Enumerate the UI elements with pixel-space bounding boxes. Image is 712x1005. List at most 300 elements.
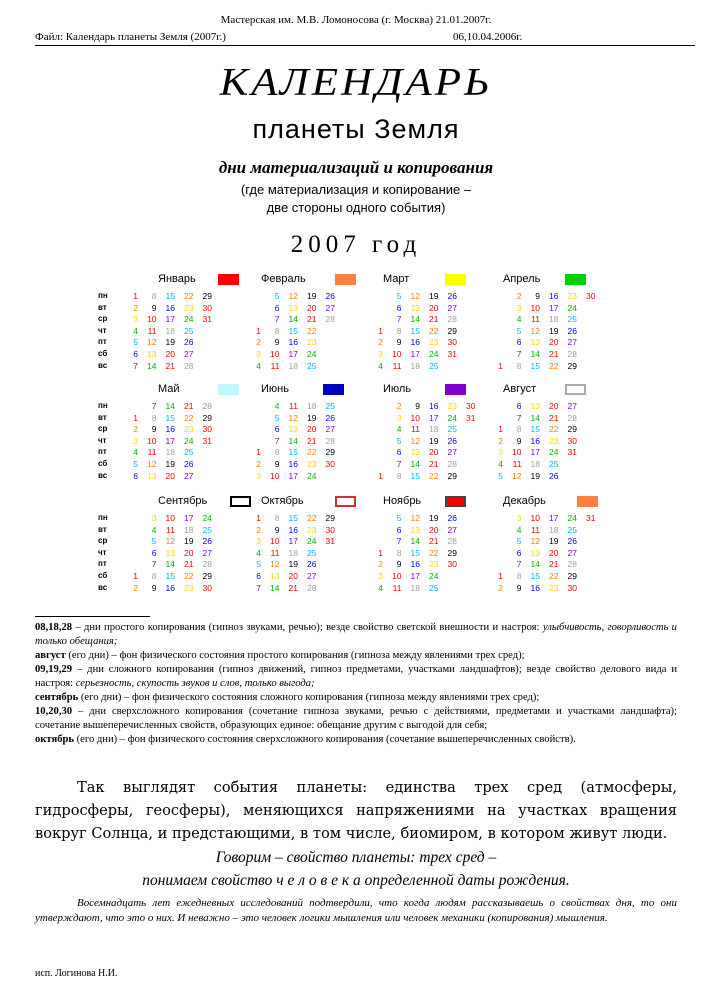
day-cell: 20 bbox=[307, 424, 317, 435]
day-name: вс bbox=[98, 470, 108, 480]
day-name: ср bbox=[98, 536, 108, 546]
day-cell: 23 bbox=[184, 582, 194, 593]
day-cell: 15 bbox=[165, 412, 175, 423]
day-cell: 22 bbox=[549, 424, 559, 435]
day-cell: 18 bbox=[288, 360, 298, 371]
day-cell: 30 bbox=[202, 424, 212, 435]
day-cell: 25 bbox=[325, 401, 335, 411]
day-cell: 15 bbox=[410, 470, 420, 481]
day-cell: 17 bbox=[410, 571, 420, 581]
day-cell: 25 bbox=[447, 424, 457, 435]
day-cell: 18 bbox=[410, 360, 420, 371]
day-cell: 19 bbox=[288, 559, 298, 570]
day-cell: 8 bbox=[151, 291, 157, 301]
day-cell: 24 bbox=[429, 349, 439, 359]
day-name: пн bbox=[98, 401, 108, 410]
day-cell: 9 bbox=[151, 424, 157, 435]
day-cell: 12 bbox=[147, 459, 157, 469]
day-cell: 13 bbox=[288, 302, 298, 313]
day-cell: 14 bbox=[288, 435, 298, 446]
day-cell: 2 bbox=[133, 582, 138, 593]
day-cell: 24 bbox=[567, 513, 577, 523]
day-cell: 1 bbox=[378, 470, 383, 481]
day-cell: 12 bbox=[410, 291, 420, 301]
legend-key: 08,18,28 bbox=[35, 622, 73, 633]
day-cell: 27 bbox=[307, 571, 317, 581]
day-cell: 28 bbox=[202, 401, 212, 411]
day-cell: 25 bbox=[184, 325, 194, 336]
day-cell: 17 bbox=[288, 349, 298, 359]
day-cell: 1 bbox=[498, 571, 503, 581]
day-cell: 20 bbox=[165, 470, 175, 481]
day-cell: 11 bbox=[411, 424, 420, 435]
day-cell: 15 bbox=[165, 291, 175, 301]
day-cell: 8 bbox=[151, 571, 157, 581]
day-name: сб bbox=[98, 349, 108, 358]
day-cell: 21 bbox=[429, 314, 439, 325]
day-cell: 7 bbox=[151, 401, 157, 411]
day-cell: 3 bbox=[378, 571, 383, 581]
day-cell: 11 bbox=[531, 314, 540, 325]
month-name: Апрель bbox=[503, 273, 541, 285]
day-name: вт bbox=[98, 524, 107, 534]
day-cell: 23 bbox=[567, 291, 577, 301]
month-swatch bbox=[445, 274, 466, 285]
final-paragraph: Восемнадцать лет ежедневных исследований подтвердили, что когда людям рассказываешь о свойствах дня, то они утверждают, что это о них. И неважно – это человек логики мышления или человек механики (копирования) мышления. bbox=[35, 897, 677, 924]
day-cell: 2 bbox=[133, 424, 138, 435]
day-cell: 10 bbox=[147, 435, 157, 446]
day-cell: 29 bbox=[447, 470, 457, 481]
header-line: Мастерская им. М.В. Ломоносова (г. Москва) 21.01.2007г. bbox=[220, 14, 492, 26]
month-swatch bbox=[335, 496, 356, 507]
day-cell: 24 bbox=[549, 447, 559, 458]
day-cell: 18 bbox=[429, 424, 439, 435]
day-cell: 26 bbox=[567, 325, 577, 336]
day-cell: 19 bbox=[530, 470, 540, 481]
italic-line-2: понимаем свойство ч е л о в е к а определенной даты рождения. bbox=[142, 872, 570, 889]
day-cell: 21 bbox=[184, 559, 194, 570]
day-cell: 1 bbox=[133, 571, 138, 581]
month-swatch bbox=[218, 274, 239, 285]
legend-text: (его дни) – фон физического состояния сверхсложного копирования (сочетание вышеперечисленных свойств). bbox=[74, 734, 576, 745]
legend-item bbox=[35, 733, 677, 747]
day-cell: 16 bbox=[410, 559, 420, 570]
day-cell: 2 bbox=[378, 559, 383, 570]
day-cell: 14 bbox=[165, 401, 175, 411]
day-cell: 31 bbox=[586, 513, 596, 523]
day-name: вс bbox=[98, 582, 108, 592]
day-cell: 20 bbox=[429, 302, 439, 313]
day-cell: 4 bbox=[274, 401, 280, 411]
day-cell: 24 bbox=[202, 513, 212, 523]
day-cell: 11 bbox=[392, 360, 402, 371]
day-cell: 11 bbox=[270, 547, 280, 558]
day-cell: 30 bbox=[325, 459, 335, 469]
day-cell: 26 bbox=[447, 513, 457, 523]
day-cell: 11 bbox=[147, 325, 157, 336]
day-cell: 3 bbox=[256, 470, 261, 481]
day-cell: 7 bbox=[516, 349, 522, 359]
day-cell: 7 bbox=[256, 582, 261, 593]
file-name: Файл: Календарь планеты Земля (2007г.) bbox=[35, 31, 226, 43]
day-cell: 22 bbox=[429, 547, 439, 558]
day-cell: 10 bbox=[392, 571, 402, 581]
day-cell: 17 bbox=[288, 536, 298, 547]
day-cell: 19 bbox=[549, 536, 559, 547]
day-name: чт bbox=[98, 547, 107, 557]
day-cell: 7 bbox=[151, 559, 157, 570]
day-cell: 9 bbox=[516, 435, 522, 446]
day-cell: 29 bbox=[447, 547, 457, 558]
day-cell: 16 bbox=[530, 582, 540, 593]
day-cell: 1 bbox=[256, 325, 261, 336]
day-cell: 19 bbox=[165, 337, 175, 348]
day-cell: 25 bbox=[549, 459, 559, 469]
day-cell: 12 bbox=[270, 559, 280, 570]
day-cell: 14 bbox=[410, 314, 420, 325]
day-cell: 26 bbox=[184, 459, 194, 469]
day-cell: 29 bbox=[202, 291, 212, 301]
day-cell: 3 bbox=[378, 349, 383, 359]
day-cell: 29 bbox=[567, 424, 577, 435]
day-cell: 21 bbox=[549, 349, 559, 359]
day-cell: 16 bbox=[549, 291, 559, 301]
day-cell: 13 bbox=[530, 337, 540, 348]
day-cell: 4 bbox=[133, 325, 138, 336]
day-name: вт bbox=[98, 412, 107, 422]
day-name: пн bbox=[98, 291, 108, 300]
subtitle-bold: дни материализаций и копирования bbox=[218, 158, 494, 177]
day-cell: 12 bbox=[288, 291, 298, 301]
day-cell: 10 bbox=[165, 513, 175, 523]
day-cell: 6 bbox=[396, 524, 402, 535]
day-cell: 21 bbox=[429, 536, 439, 547]
day-cell: 27 bbox=[567, 401, 577, 411]
day-cell: 4 bbox=[378, 582, 383, 593]
day-cell: 14 bbox=[270, 582, 280, 593]
month-name: Январь bbox=[158, 273, 196, 285]
day-name: чт bbox=[98, 435, 107, 445]
day-cell: 21 bbox=[549, 412, 559, 423]
day-cell: 6 bbox=[151, 547, 157, 558]
legend-text: (его дни) – фон физического состояния сложного копирования (гипноза между явлениями трех сред); bbox=[78, 692, 540, 703]
day-name: пт bbox=[98, 447, 107, 457]
day-cell: 25 bbox=[567, 314, 577, 325]
legend-item bbox=[35, 663, 677, 691]
day-cell: 8 bbox=[516, 360, 522, 371]
day-cell: 10 bbox=[530, 513, 540, 523]
day-cell: 25 bbox=[307, 547, 317, 558]
subtitle-note-1: (где материализация и копирование – bbox=[240, 182, 472, 197]
day-cell: 30 bbox=[447, 337, 457, 348]
day-cell: 9 bbox=[535, 291, 540, 301]
day-cell: 16 bbox=[530, 435, 540, 446]
day-cell: 27 bbox=[184, 470, 194, 481]
day-cell: 1 bbox=[378, 325, 383, 336]
year-heading: 2007 год bbox=[290, 231, 422, 258]
day-cell: 12 bbox=[147, 337, 157, 348]
day-cell: 23 bbox=[429, 559, 439, 570]
day-cell: 5 bbox=[396, 435, 402, 446]
day-cell: 3 bbox=[151, 513, 157, 523]
day-cell: 10 bbox=[512, 447, 522, 458]
day-cell: 14 bbox=[410, 536, 420, 547]
day-cell: 2 bbox=[516, 291, 522, 301]
day-cell: 18 bbox=[549, 524, 559, 535]
day-cell: 27 bbox=[184, 349, 194, 359]
day-cell: 18 bbox=[184, 524, 194, 535]
day-cell: 20 bbox=[549, 547, 559, 558]
day-cell: 19 bbox=[307, 291, 317, 301]
month-name: Март bbox=[383, 273, 410, 285]
day-cell: 1 bbox=[133, 412, 138, 423]
day-cell: 24 bbox=[447, 412, 457, 423]
day-cell: 22 bbox=[307, 325, 317, 336]
day-cell: 6 bbox=[516, 337, 522, 348]
day-cell: 20 bbox=[165, 349, 175, 359]
legend-italic: серьезность, скупость звуков и слов, только выгода; bbox=[75, 678, 315, 689]
day-cell: 22 bbox=[307, 447, 317, 458]
day-cell: 8 bbox=[396, 325, 402, 336]
day-cell: 19 bbox=[429, 435, 439, 446]
day-cell: 19 bbox=[307, 412, 317, 423]
day-name: вт bbox=[98, 302, 107, 312]
day-cell: 23 bbox=[549, 582, 559, 593]
day-cell: 14 bbox=[410, 459, 420, 469]
day-cell: 27 bbox=[447, 447, 457, 458]
file-date: 06,10.04.2006г. bbox=[453, 31, 523, 43]
day-cell: 20 bbox=[429, 524, 439, 535]
day-cell: 3 bbox=[133, 314, 138, 325]
day-cell: 23 bbox=[307, 337, 317, 348]
day-cell: 5 bbox=[133, 459, 138, 469]
day-cell: 7 bbox=[274, 435, 280, 446]
day-cell: 27 bbox=[202, 547, 212, 558]
day-cell: 9 bbox=[274, 524, 280, 535]
day-cell: 16 bbox=[165, 424, 175, 435]
day-cell: 21 bbox=[165, 360, 175, 371]
day-cell: 13 bbox=[288, 424, 298, 435]
legend-key: 10,20,30 bbox=[35, 706, 73, 717]
day-cell: 22 bbox=[307, 513, 317, 523]
day-cell: 30 bbox=[447, 559, 457, 570]
day-cell: 12 bbox=[165, 536, 175, 547]
footnote-rule bbox=[35, 616, 150, 617]
month-name: Июнь bbox=[261, 383, 289, 395]
day-cell: 1 bbox=[498, 424, 503, 435]
day-cell: 14 bbox=[165, 559, 175, 570]
italic-line-1: Говорим – свойство планеты: трех сред – bbox=[215, 849, 497, 866]
day-cell: 27 bbox=[447, 302, 457, 313]
day-cell: 3 bbox=[396, 412, 402, 423]
day-cell: 26 bbox=[447, 435, 457, 446]
day-cell: 29 bbox=[325, 447, 335, 458]
day-cell: 29 bbox=[325, 513, 335, 523]
day-cell: 13 bbox=[530, 401, 540, 411]
day-cell: 25 bbox=[307, 360, 317, 371]
day-cell: 18 bbox=[288, 547, 298, 558]
day-cell: 8 bbox=[274, 325, 280, 336]
day-cell: 27 bbox=[325, 302, 335, 313]
day-cell: 25 bbox=[429, 360, 439, 371]
day-cell: 23 bbox=[549, 435, 559, 446]
day-cell: 17 bbox=[549, 302, 559, 313]
day-cell: 18 bbox=[530, 459, 540, 469]
day-cell: 15 bbox=[288, 447, 298, 458]
day-cell: 4 bbox=[133, 447, 138, 458]
day-cell: 2 bbox=[256, 459, 261, 469]
day-cell: 11 bbox=[392, 582, 402, 593]
day-cell: 9 bbox=[516, 582, 522, 593]
day-cell: 9 bbox=[151, 582, 157, 593]
day-cell: 2 bbox=[396, 401, 402, 411]
day-cell: 26 bbox=[202, 536, 212, 547]
day-cell: 19 bbox=[165, 459, 175, 469]
day-cell: 3 bbox=[498, 447, 503, 458]
month-name: Сентябрь bbox=[158, 495, 208, 507]
day-cell: 4 bbox=[396, 424, 402, 435]
day-name: вс bbox=[98, 360, 108, 370]
day-cell: 4 bbox=[498, 459, 503, 469]
day-cell: 6 bbox=[516, 547, 522, 558]
day-cell: 13 bbox=[410, 302, 420, 313]
legend-text: – дни сложного копирования (гипноз движений, гипноз предметами, участками ландшафтов); везде свойство делового вида и настроя: bbox=[35, 664, 677, 689]
day-cell: 11 bbox=[512, 459, 522, 469]
day-cell: 2 bbox=[498, 582, 503, 593]
day-cell: 15 bbox=[165, 571, 175, 581]
day-cell: 23 bbox=[447, 401, 457, 411]
day-cell: 16 bbox=[429, 401, 439, 411]
day-cell: 3 bbox=[516, 302, 522, 313]
day-cell: 11 bbox=[166, 524, 175, 535]
day-cell: 12 bbox=[512, 470, 522, 481]
day-cell: 3 bbox=[133, 435, 138, 446]
legend-key: 09,19,29 bbox=[35, 664, 73, 675]
day-cell: 5 bbox=[516, 536, 522, 547]
day-cell: 19 bbox=[429, 513, 439, 523]
day-cell: 3 bbox=[256, 349, 261, 359]
day-cell: 5 bbox=[396, 513, 402, 523]
day-cell: 11 bbox=[147, 447, 157, 458]
file-line bbox=[35, 31, 695, 46]
day-cell: 1 bbox=[378, 547, 383, 558]
day-cell: 4 bbox=[256, 360, 261, 371]
day-cell: 8 bbox=[516, 424, 522, 435]
day-cell: 25 bbox=[567, 524, 577, 535]
day-cell: 16 bbox=[165, 302, 175, 313]
day-cell: 10 bbox=[530, 302, 540, 313]
day-name: пт bbox=[98, 559, 107, 569]
day-cell: 13 bbox=[165, 547, 175, 558]
day-cell: 1 bbox=[498, 360, 503, 371]
day-cell: 17 bbox=[288, 470, 298, 481]
legend-item bbox=[35, 621, 677, 649]
day-cell: 20 bbox=[307, 302, 317, 313]
day-cell: 17 bbox=[165, 314, 175, 325]
day-cell: 29 bbox=[567, 571, 577, 581]
day-cell: 24 bbox=[307, 470, 317, 481]
day-cell: 1 bbox=[256, 513, 261, 523]
day-cell: 8 bbox=[396, 470, 402, 481]
day-cell: 6 bbox=[274, 302, 280, 313]
day-cell: 7 bbox=[396, 314, 402, 325]
day-cell: 31 bbox=[567, 447, 577, 458]
day-cell: 20 bbox=[288, 571, 298, 581]
day-cell: 1 bbox=[256, 447, 261, 458]
day-cell: 13 bbox=[410, 447, 420, 458]
day-cell: 27 bbox=[567, 337, 577, 348]
day-cell: 7 bbox=[516, 559, 522, 570]
day-name: пт bbox=[98, 337, 107, 347]
day-cell: 9 bbox=[396, 559, 402, 570]
day-cell: 12 bbox=[530, 325, 540, 336]
day-cell: 1 bbox=[133, 291, 138, 301]
day-cell: 31 bbox=[447, 349, 457, 359]
day-cell: 13 bbox=[147, 470, 157, 481]
day-cell: 26 bbox=[307, 559, 317, 570]
day-cell: 2 bbox=[133, 302, 138, 313]
day-cell: 28 bbox=[184, 360, 194, 371]
day-cell: 5 bbox=[151, 536, 157, 547]
day-cell: 26 bbox=[325, 291, 335, 301]
day-cell: 24 bbox=[429, 571, 439, 581]
day-cell: 4 bbox=[378, 360, 383, 371]
page-title: КАЛЕНДАРЬ bbox=[219, 61, 493, 104]
day-name: сб bbox=[98, 459, 108, 468]
day-cell: 3 bbox=[516, 513, 522, 523]
day-cell: 25 bbox=[429, 582, 439, 593]
month-swatch bbox=[323, 384, 344, 395]
day-cell: 4 bbox=[516, 314, 522, 325]
day-cell: 26 bbox=[325, 412, 335, 423]
day-cell: 16 bbox=[288, 459, 298, 469]
day-cell: 12 bbox=[530, 536, 540, 547]
day-cell: 27 bbox=[567, 547, 577, 558]
day-cell: 28 bbox=[567, 349, 577, 359]
day-cell: 22 bbox=[184, 412, 194, 423]
day-name: пн bbox=[98, 513, 108, 522]
day-cell: 31 bbox=[325, 536, 335, 547]
day-cell: 29 bbox=[567, 360, 577, 371]
month-name: Май bbox=[158, 383, 180, 395]
day-cell: 16 bbox=[410, 337, 420, 348]
day-cell: 16 bbox=[288, 524, 298, 535]
day-cell: 10 bbox=[392, 349, 402, 359]
legend-key: сентябрь bbox=[35, 692, 79, 703]
day-cell: 12 bbox=[288, 412, 298, 423]
day-cell: 20 bbox=[429, 447, 439, 458]
day-cell: 10 bbox=[270, 349, 280, 359]
day-cell: 29 bbox=[447, 325, 457, 336]
day-cell: 7 bbox=[274, 314, 280, 325]
day-cell: 8 bbox=[151, 412, 157, 423]
subtitle-note-2: две стороны одного события) bbox=[266, 200, 446, 215]
legend-item bbox=[35, 691, 677, 705]
day-cell: 29 bbox=[202, 412, 212, 423]
day-cell: 22 bbox=[549, 571, 559, 581]
day-cell: 15 bbox=[530, 360, 540, 371]
day-cell: 22 bbox=[184, 291, 194, 301]
day-cell: 13 bbox=[410, 524, 420, 535]
day-cell: 12 bbox=[410, 435, 420, 446]
day-cell: 9 bbox=[274, 459, 280, 469]
day-cell: 28 bbox=[567, 412, 577, 423]
calendar-grid bbox=[95, 268, 605, 598]
day-cell: 17 bbox=[184, 513, 194, 523]
day-cell: 10 bbox=[147, 314, 157, 325]
month-swatch bbox=[577, 496, 598, 507]
day-cell: 27 bbox=[325, 424, 335, 435]
